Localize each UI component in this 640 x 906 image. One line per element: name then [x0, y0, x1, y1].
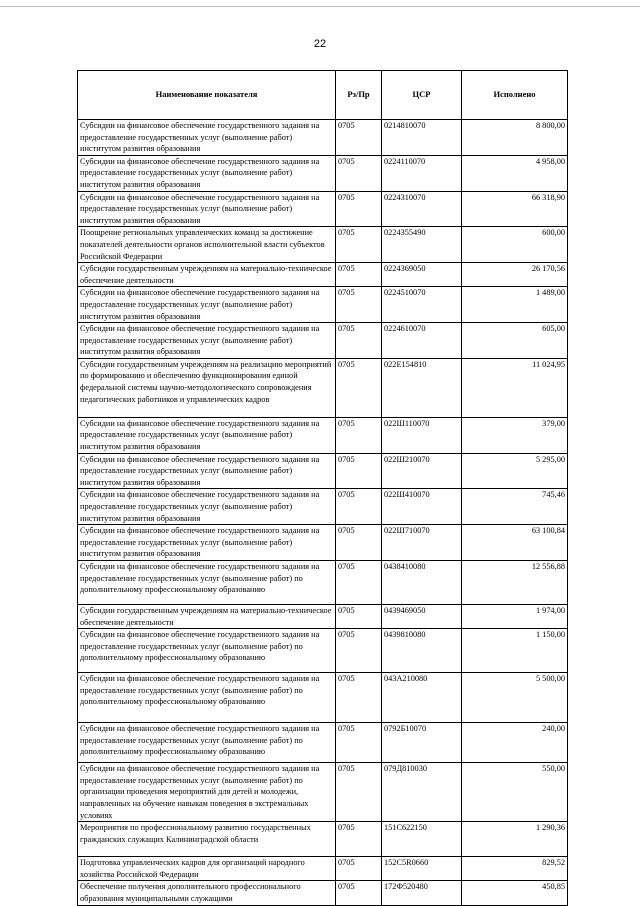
budget-execution-table: [77, 70, 568, 906]
table-row: [78, 120, 568, 156]
table-row: [78, 605, 568, 629]
row-amount: 5 500,00: [462, 673, 568, 723]
row-section-code: 0705: [336, 358, 382, 417]
row-section-code: 0705: [336, 525, 382, 561]
row-name: Субсидии на финансовое обеспечение государственного задания на предоставление государственных услуг (выполнение работ) институтом развития образования: [78, 489, 336, 525]
row-name: Субсидии на финансовое обеспечение государственного задания на предоставление государственных услуг (выполнение работ) по организации проведения мероприятий для детей и молодежи, направленных на обучение навыкам поведения в экстремальных условиях: [78, 763, 336, 822]
row-name: Субсидии на финансовое обеспечение государственного задания на предоставление государственных услуг (выполнение работ) по дополнительному профессиональному образованию: [78, 723, 336, 763]
row-name: Субсидии на финансовое обеспечение государственного задания на предоставление государственных услуг (выполнение работ) по дополнительному профессиональному образованию: [78, 673, 336, 723]
row-section-code: 0705: [336, 120, 382, 156]
row-section-code: 0705: [336, 723, 382, 763]
table-row: [78, 525, 568, 561]
row-name: Субсидии на финансовое обеспечение государственного задания на предоставление государственных услуг (выполнение работ) институтом развития образования: [78, 525, 336, 561]
table-row: [78, 287, 568, 323]
row-name: Поощрение региональных управленческих команд за достижение показателей деятельности органов исполнительной власти субъектов Российской Федерации: [78, 227, 336, 263]
row-csr: 0214810070: [382, 120, 462, 156]
row-name: Субсидии государственным учреждениям на материально-техническое обеспечение деятельности: [78, 605, 336, 629]
row-csr: 0224610070: [382, 323, 462, 359]
row-amount: 26 170,56: [462, 263, 568, 287]
row-amount: 8 800,00: [462, 120, 568, 156]
row-amount: 605,00: [462, 323, 568, 359]
row-amount: 550,00: [462, 763, 568, 822]
table-row: [78, 629, 568, 673]
table-row: [78, 763, 568, 822]
row-section-code: 0705: [336, 822, 382, 857]
row-amount: 745,46: [462, 489, 568, 525]
row-amount: 1 974,00: [462, 605, 568, 629]
row-amount: 379,00: [462, 417, 568, 453]
row-csr: 151С622150: [382, 822, 462, 857]
row-csr: 0224510070: [382, 287, 462, 323]
row-name: Субсидии на финансовое обеспечение государственного задания на предоставление государственных услуг (выполнение работ) институтом развития образования: [78, 191, 336, 227]
row-csr: 0438410080: [382, 561, 462, 605]
row-csr: 022Ш410070: [382, 489, 462, 525]
row-csr: 0224355490: [382, 227, 462, 263]
row-section-code: 0705: [336, 881, 382, 905]
table-row: [78, 417, 568, 453]
row-name: Субсидии на финансовое обеспечение государственного задания на предоставление государственных услуг (выполнение работ) институтом развития образования: [78, 323, 336, 359]
row-amount: 1 290,36: [462, 822, 568, 857]
row-section-code: 0705: [336, 417, 382, 453]
row-section-code: 0705: [336, 453, 382, 489]
row-section-code: 0705: [336, 155, 382, 191]
row-amount: 4 958,00: [462, 155, 568, 191]
row-section-code: 0705: [336, 227, 382, 263]
row-csr: 043А210080: [382, 673, 462, 723]
table-row: [78, 489, 568, 525]
row-csr: 0439810080: [382, 629, 462, 673]
page-number: 22: [313, 38, 327, 50]
row-name: Мероприятия по профессиональному развитию государственных гражданских служащих Калининградской области: [78, 822, 336, 857]
table-row: [78, 155, 568, 191]
row-csr: 152С5R0660: [382, 857, 462, 881]
row-csr: 022Ш710070: [382, 525, 462, 561]
row-amount: 1 150,00: [462, 629, 568, 673]
row-section-code: 0705: [336, 323, 382, 359]
row-name: Субсидии государственным учреждениям на материально-техническое обеспечение деятельности: [78, 263, 336, 287]
row-csr: 022Е154810: [382, 358, 462, 417]
row-amount: 66 318,90: [462, 191, 568, 227]
row-csr: 0224110070: [382, 155, 462, 191]
row-name: Обеспечение получения дополнительного профессионального образования муниципальными служащими: [78, 881, 336, 905]
row-name: Субсидии на финансовое обеспечение государственного задания на предоставление государственных услуг (выполнение работ) институтом развития образования: [78, 155, 336, 191]
row-section-code: 0705: [336, 263, 382, 287]
row-name: Субсидии на финансовое обеспечение государственного задания на предоставление государственных услуг (выполнение работ) по дополнительному профессиональному образованию: [78, 629, 336, 673]
table-row: [78, 673, 568, 723]
table-row: [78, 881, 568, 905]
row-csr: 022Ш210070: [382, 453, 462, 489]
table-row: [78, 227, 568, 263]
row-name: Субсидии на финансовое обеспечение государственного задания на предоставление государственных услуг (выполнение работ) институтом развития образования: [78, 287, 336, 323]
row-section-code: 0705: [336, 857, 382, 881]
table-header-row: [78, 71, 568, 120]
scan-top-edge: [0, 6, 640, 7]
row-amount: 450,85: [462, 881, 568, 905]
row-csr: 0224369050: [382, 263, 462, 287]
table-row: [78, 857, 568, 881]
row-section-code: 0705: [336, 673, 382, 723]
header-indicator-name: Наименование показателя: [78, 71, 336, 120]
row-amount: 5 295,00: [462, 453, 568, 489]
table-row: [78, 561, 568, 605]
row-amount: 11 024,95: [462, 358, 568, 417]
row-csr: 0439469050: [382, 605, 462, 629]
header-rz-pr: Рз/Пр: [336, 71, 382, 120]
row-amount: 829,52: [462, 857, 568, 881]
row-section-code: 0705: [336, 629, 382, 673]
row-section-code: 0705: [336, 191, 382, 227]
row-name: Субсидии на финансовое обеспечение государственного задания на предоставление государственных услуг (выполнение работ) институтом развития образования: [78, 120, 336, 156]
table-row: [78, 453, 568, 489]
table-row: [78, 191, 568, 227]
row-csr: 0792Б10070: [382, 723, 462, 763]
row-amount: 1 489,00: [462, 287, 568, 323]
row-amount: 240,00: [462, 723, 568, 763]
table-row: [78, 822, 568, 857]
row-csr: 022Ш110070: [382, 417, 462, 453]
row-csr: 0224310070: [382, 191, 462, 227]
row-section-code: 0705: [336, 287, 382, 323]
row-section-code: 0705: [336, 763, 382, 822]
row-amount: 600,00: [462, 227, 568, 263]
row-csr: 172Ф520480: [382, 881, 462, 905]
row-section-code: 0705: [336, 605, 382, 629]
row-name: Подготовка управленческих кадров для организаций народного хозяйства Российской Федерации: [78, 857, 336, 881]
row-csr: 079Д810030: [382, 763, 462, 822]
row-amount: 63 100,84: [462, 525, 568, 561]
table-row: [78, 723, 568, 763]
row-name: Субсидии на финансовое обеспечение государственного задания на предоставление государственных услуг (выполнение работ) институтом развития образования: [78, 417, 336, 453]
row-section-code: 0705: [336, 561, 382, 605]
row-amount: 12 556,88: [462, 561, 568, 605]
row-name: Субсидии на финансовое обеспечение государственного задания на предоставление государственных услуг (выполнение работ) институтом развития образования: [78, 453, 336, 489]
table-row: [78, 358, 568, 417]
table-row: [78, 323, 568, 359]
row-section-code: 0705: [336, 489, 382, 525]
table-row: [78, 263, 568, 287]
row-name: Субсидии на финансовое обеспечение государственного задания на предоставление государственных услуг (выполнение работ) по дополнительному профессиональному образованию: [78, 561, 336, 605]
row-name: Субсидии государственным учреждениям на реализацию мероприятий по формированию и обеспечению функционирования единой федеральной системы научно-методологического сопровождения педагогических работников и управленческих кадров: [78, 358, 336, 417]
header-csr: ЦСР: [382, 71, 462, 120]
header-executed: Исполнено: [462, 71, 568, 120]
